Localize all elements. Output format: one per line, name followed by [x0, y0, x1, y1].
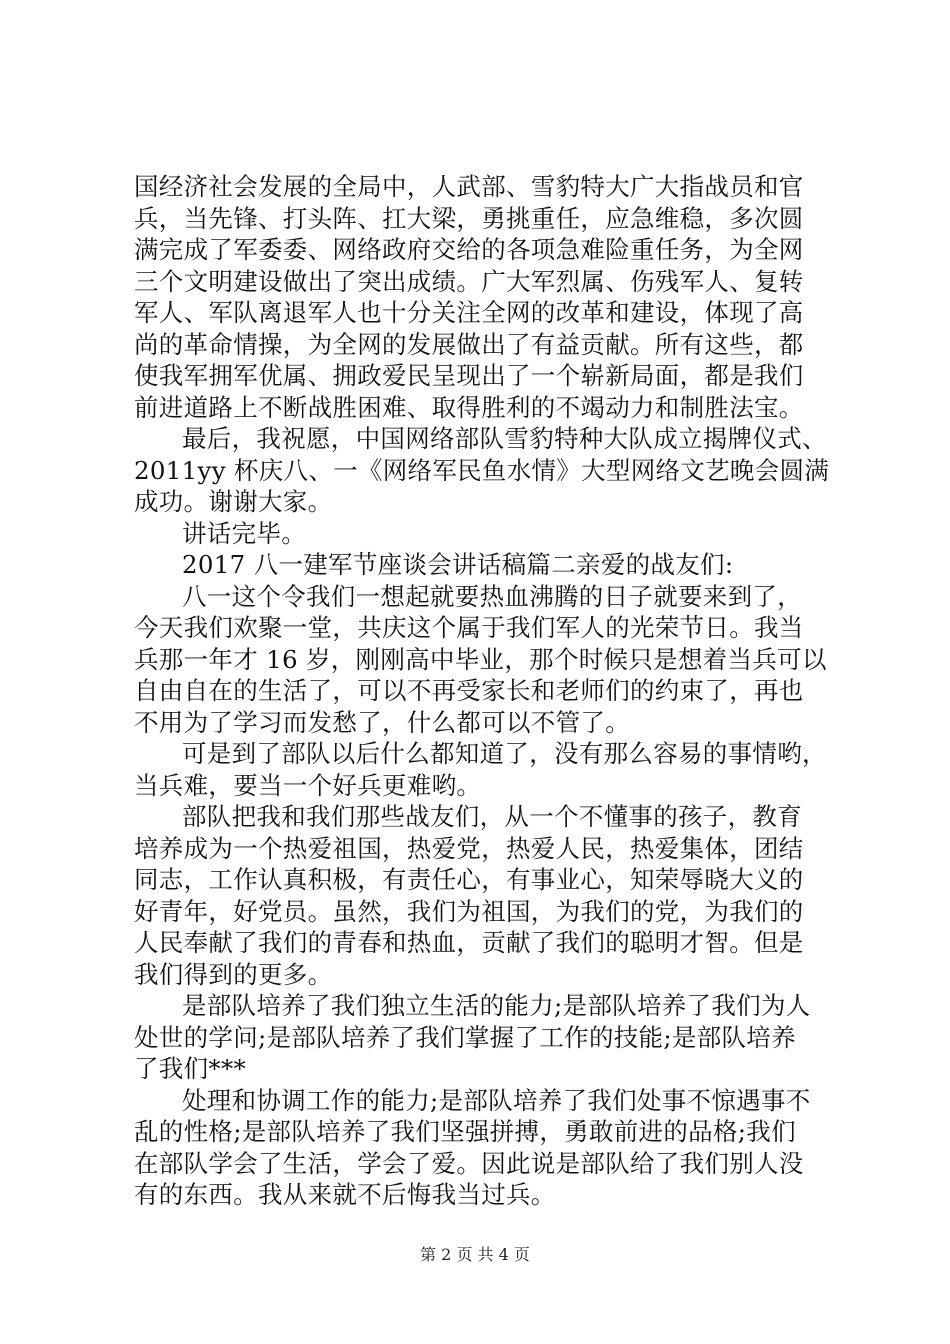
text-line: 满完成了军委委、网络政府交给的各项急难险重任务，为全网 [134, 235, 804, 264]
text-line: 尚的革命情操，为全网的发展做出了有益贡献。所有这些，都 [134, 329, 804, 359]
text-line: 使我军拥军优属、拥政爱民呈现出了一个崭新局面，都是我们 [134, 361, 804, 390]
paragraph-first-line: 最后，我祝愿，中国网络部队雪豹特种大队成立揭牌仪式、 [182, 424, 827, 453]
text-line: 在部队学会了生活，学会了爱。因此说是部队给了我们别人没 [134, 1148, 804, 1178]
text-line: 今天我们欢聚一堂，共庆这个属于我们军人的光荣节日。我当 [134, 613, 804, 642]
text-line: 我们得到的更多。 [134, 959, 333, 989]
text-line: 人民奉献了我们的青春和热血，贡献了我们的聪明才智。但是 [134, 928, 804, 957]
text-line: 兵，当先锋、打头阵、扛大梁，勇挑重任，应急维稳，多次圆 [134, 203, 804, 233]
paragraph-first-line: 讲话完毕。 [182, 518, 306, 548]
text-line: 当兵难，要当一个好兵更难哟。 [134, 770, 482, 800]
paragraph-first-line: 可是到了部队以后什么都知道了，没有那么容易的事情哟， [182, 739, 827, 768]
text-line: 培养成为一个热爱祖国，热爱党，热爱人民，热爱集体，团结 [134, 833, 804, 863]
text-line: 自由自在的生活了，可以不再受家长和老师们的约束了，再也 [134, 676, 804, 705]
text-line: 乱的性格;是部队培养了我们坚强拼搏，勇敢前进的品格;我们 [134, 1117, 796, 1146]
text-line: 了我们*** [134, 1054, 247, 1083]
paragraph-first-line: 部队把我和我们那些战友们，从一个不懂事的孩子，教育 [182, 802, 802, 831]
text-line: 兵那一年才 16 岁，刚刚高中毕业，那个时候只是想着当兵可以 [134, 644, 827, 674]
text-line: 处世的学问;是部队培养了我们掌握了工作的技能;是部队培养 [134, 1022, 796, 1052]
text-line: 军人、军队离退军人也十分关注全网的改革和建设，体现了高 [134, 298, 804, 327]
text-line: 有的东西。我从来就不后悔我当过兵。 [134, 1180, 556, 1209]
section-heading-line: 2017 八一建军节座谈会讲话稿篇二亲爱的战友们: [182, 550, 734, 579]
paragraph-first-line: 是部队培养了我们独立生活的能力;是部队培养了我们为人 [182, 991, 811, 1020]
paragraph-first-line: 处理和协调工作的能力;是部队培养了我们处事不惊遇事不 [182, 1085, 811, 1115]
text-line: 前进道路上不断战胜困难、取得胜利的不竭动力和制胜法宝。 [134, 392, 804, 422]
text-line: 三个文明建设做出了突出成绩。广大军烈属、伤残军人、复转 [134, 266, 804, 296]
text-line: 国经济社会发展的全局中，人武部、雪豹特大广大指战员和官 [134, 172, 804, 201]
text-line: 成功。谢谢大家。 [134, 487, 333, 516]
text-line: 2011yy 杯庆八、一《网络军民鱼水情》大型网络文艺晚会圆满 [134, 455, 830, 485]
text-line: 同志，工作认真积极，有责任心，有事业心，知荣辱晓大义的 [134, 865, 804, 894]
page-footer: 第 2 页 共 4 页 [420, 1245, 530, 1264]
text-line: 好青年，好党员。虽然，我们为祖国，为我们的党，为我们的 [134, 896, 804, 926]
paragraph-first-line: 八一这个令我们一想起就要热血沸腾的日子就要来到了， [182, 581, 802, 611]
text-line: 不用为了学习而发愁了，什么都可以不管了。 [134, 707, 630, 737]
